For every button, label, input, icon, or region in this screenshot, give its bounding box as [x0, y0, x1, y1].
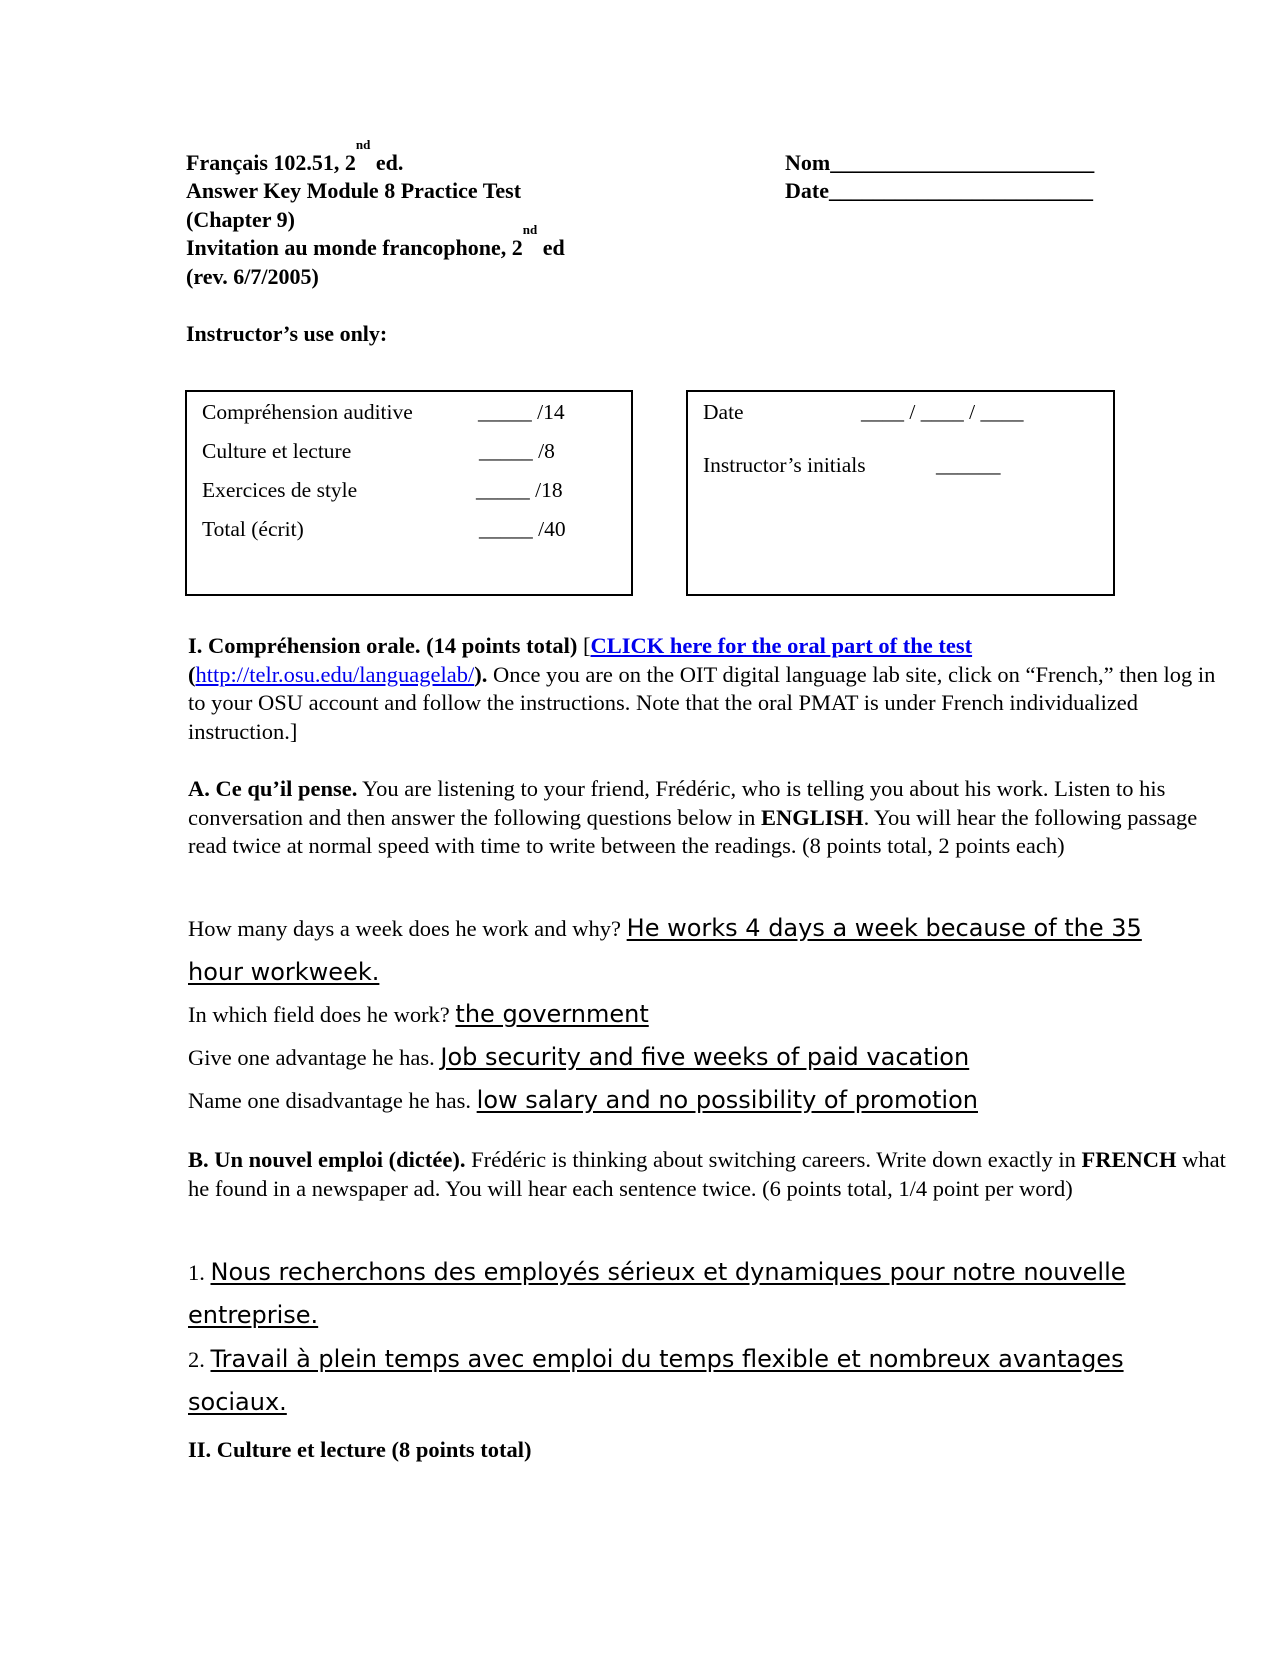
answer-text: Job security and five weeks of paid vacation — [440, 1043, 970, 1071]
item-number: 2. — [188, 1347, 211, 1372]
answer-a1-continued: hour workweek. — [188, 958, 380, 986]
book-title: Invitation au monde francophone, 2nd ed — [186, 222, 565, 260]
instructor-initials-blank[interactable]: ______ — [936, 453, 1001, 477]
score-label-culture: Culture et lecture — [202, 439, 352, 463]
nom-field[interactable]: Nom________________________ — [785, 150, 1095, 175]
oral-test-link[interactable]: CLICK here for the oral part of the test — [590, 633, 973, 658]
question-text: In which field does he work? — [188, 1002, 456, 1027]
section-oral-heading: I. Compréhension orale. (14 points total) — [188, 633, 578, 658]
part-b-heading: B. Un nouvel emploi (dictée). — [188, 1147, 466, 1172]
question-a1 — [188, 914, 1142, 942]
question-text: Name one disadvantage he has. — [188, 1088, 477, 1113]
score-label-style: Exercices de style — [202, 478, 358, 502]
dictation-item-2 — [188, 1345, 1124, 1373]
instructor-date-blank[interactable]: ____ / ____ / ____ — [861, 400, 1024, 424]
dictation-item-1 — [188, 1258, 1126, 1286]
part-a-heading: A. Ce qu’il pense. — [188, 776, 358, 801]
part-b-instructions: B. Un nouvel emploi (dictée). Frédéric is thinking about switching careers. Write down exactly in FRENCH what he found in a newspaper ad. You will hear each sentence twice. (6 points total, 1/4 point per word) — [188, 1147, 1226, 1201]
instructor-initials-label: Instructor’s initials — [703, 453, 866, 477]
chapter-label: (Chapter 9) — [186, 207, 295, 232]
languagelab-url-link[interactable]: http://telr.osu.edu/languagelab/ — [195, 661, 475, 687]
score-blank-total[interactable]: _____ /40 — [479, 517, 566, 541]
course-title: Français 102.51, 2nd ed. — [186, 137, 404, 175]
answer-text: the government — [455, 1000, 649, 1028]
dictation-item-2-continued: sociaux. — [188, 1388, 287, 1416]
revision-label: (rev. 6/7/2005) — [186, 264, 319, 289]
document-title: Answer Key Module 8 Practice Test — [186, 178, 522, 203]
answer-text: Travail à plein temps avec emploi du temps flexible et nombreux avantages — [210, 1345, 1124, 1373]
answer-text: He works 4 days a week because of the 35 — [626, 914, 1142, 942]
question-a3 — [188, 1043, 969, 1071]
answer-text: low salary and no possibility of promotion — [476, 1086, 978, 1114]
instructor-date-label: Date — [703, 400, 744, 424]
instructor-use-label: Instructor’s use only: — [186, 321, 388, 346]
question-a4 — [188, 1086, 978, 1114]
score-label-total: Total (écrit) — [202, 517, 304, 541]
dictation-item-1-continued: entreprise. — [188, 1301, 319, 1329]
score-blank-style[interactable]: _____ /18 — [476, 478, 563, 502]
answer-text: Nous recherchons des employés sérieux et dynamiques pour notre nouvelle — [210, 1258, 1126, 1286]
question-a2 — [188, 1000, 649, 1028]
score-blank-culture[interactable]: _____ /8 — [479, 439, 555, 463]
score-label-comprehension: Compréhension auditive — [202, 400, 413, 424]
question-text: Give one advantage he has. — [188, 1045, 441, 1070]
section-culture-heading: II. Culture et lecture (8 points total) — [188, 1437, 532, 1462]
question-text: How many days a week does he work and why? — [188, 916, 627, 941]
item-number: 1. — [188, 1260, 211, 1285]
section-oral-comprehension: I. Compréhension orale. (14 points total) [CLICK here for the oral part of the test (http://telr.osu.edu/languagelab/). Once you are on the OIT digital language lab site, click on “French,” then log in to your OSU account and follow the instructions. Note that the oral PMAT is under French individualized instruction.] — [188, 633, 1216, 744]
oral-instructions: Once you are on the OIT digital language lab site, click on “French,” then log in to your OSU account and follow the instructions. Note that the oral PMAT is under French individualized instruction.] — [188, 661, 1216, 744]
score-blank-comprehension[interactable]: _____ /14 — [478, 400, 565, 424]
date-field[interactable]: Date________________________ — [785, 178, 1093, 203]
part-a-instructions: A. Ce qu’il pense. You are listening to your friend, Frédéric, who is telling you about his work. Listen to his conversation and then answer the following questions below in ENGLISH. You will hear the following passage read twice at normal speed with time to write between the readings. (8 points total, 2 points each) — [188, 776, 1198, 859]
